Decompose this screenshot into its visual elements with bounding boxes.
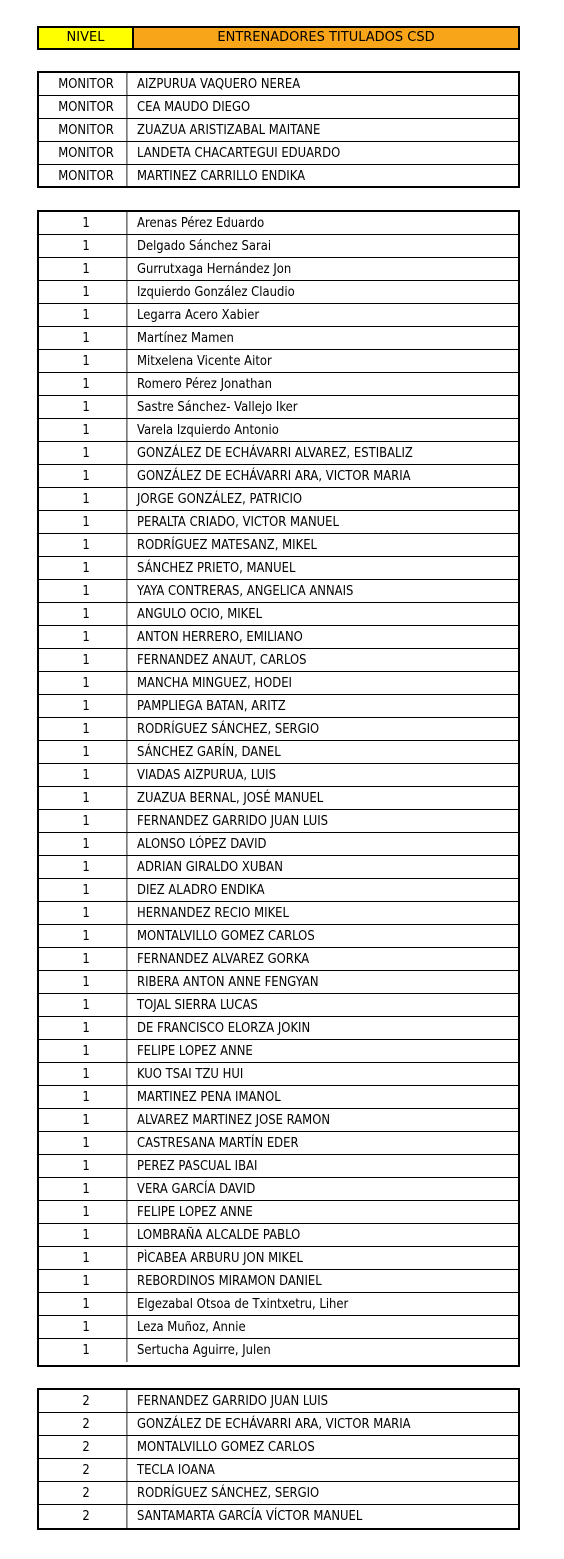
coach-name-cell: [134, 948, 518, 970]
coach-name-cell: [134, 1201, 518, 1223]
coach-name: DIEZ ALADRO ENDIKA: [137, 882, 265, 898]
coach-name-cell: [134, 258, 518, 280]
coach-name: DE FRANCISCO ELORZA JOKIN: [137, 1020, 311, 1036]
level-cell: 2: [46, 1390, 128, 1412]
table-row: [39, 879, 518, 902]
coach-name-cell: [134, 902, 518, 924]
coach-name: VIADAS AIZPURUA, LUIS: [137, 767, 276, 783]
coach-name-cell: [134, 488, 518, 510]
coach-name: ZUAZUA BERNAL, JOSÉ MANUEL: [137, 790, 324, 806]
level-cell: 1: [46, 580, 128, 602]
table-row: [39, 442, 518, 465]
coach-name: Arenas Pérez Eduardo: [137, 215, 265, 231]
coach-name-cell: [134, 833, 518, 855]
level-cell: 1: [46, 1270, 128, 1292]
coach-name: RODRÍGUEZ MATESANZ, MIKEL: [137, 537, 318, 553]
coach-name: SÁNCHEZ PRIETO, MANUEL: [137, 560, 296, 576]
level-cell: 1: [46, 1017, 128, 1039]
coach-name-cell: [134, 73, 518, 95]
coach-name-cell: [134, 925, 518, 947]
coach-name-cell: [134, 1505, 518, 1528]
coach-name-cell: [134, 1132, 518, 1154]
level-cell: 1: [46, 971, 128, 993]
table-row: [39, 119, 518, 142]
table-row: [39, 488, 518, 511]
coach-name-cell: [134, 1413, 518, 1435]
coach-name: ANTON HERRERO, EMILIANO: [137, 629, 303, 645]
coach-name: FELIPE LOPEZ ANNE: [137, 1204, 253, 1220]
coach-name: RODRÍGUEZ SÁNCHEZ, SERGIO: [137, 721, 320, 737]
level-cell: 1: [46, 1247, 128, 1269]
level-column-header: NIVEL: [39, 28, 134, 48]
coach-name: ADRIAN GIRALDO XUBAN: [137, 859, 283, 875]
level-cell: 1: [46, 1293, 128, 1315]
coach-name: CASTRESANA MARTÍN EDER: [137, 1135, 299, 1151]
level2-group-table: [37, 1388, 520, 1530]
table-row: [39, 1293, 518, 1316]
level-cell: 2: [46, 1459, 128, 1481]
table-row: [39, 142, 518, 165]
coach-name: Sertucha Aguirre, Julen: [137, 1342, 271, 1358]
coach-name: LOMBRAÑA ALCALDE PABLO: [137, 1227, 301, 1243]
coach-name: GONZÁLEZ DE ECHÁVARRI ARA, VICTOR MARIA: [137, 468, 411, 484]
level-cell: 1: [46, 856, 128, 878]
level-cell: 1: [46, 235, 128, 257]
coach-name: Sastre Sánchez- Vallejo Iker: [137, 399, 298, 415]
coach-name: Izquierdo González Claudio: [137, 284, 295, 300]
coach-name-cell: [134, 465, 518, 487]
coach-name-cell: [134, 603, 518, 625]
table-row: [39, 1178, 518, 1201]
coach-name: Elgezabal Otsoa de Txintxetru, Liher: [137, 1296, 349, 1312]
coach-name: PÌCABEA ARBURU JON MIKEL: [137, 1250, 303, 1266]
level-cell: 1: [46, 373, 128, 395]
table-row: [39, 1459, 518, 1482]
level-cell: 1: [46, 925, 128, 947]
coach-name: FERNANDEZ ALVAREZ GORKA: [137, 951, 310, 967]
coach-name: CEA MAUDO DIEGO: [137, 99, 251, 115]
coach-name-cell: [134, 396, 518, 418]
table-row: [39, 350, 518, 373]
coach-name: Legarra Acero Xabier: [137, 307, 260, 323]
coach-name: RODRÍGUEZ SÁNCHEZ, SERGIO: [137, 1485, 320, 1501]
coach-name-cell: [134, 580, 518, 602]
coach-name-cell: [134, 557, 518, 579]
level-cell: 1: [46, 1063, 128, 1085]
level-cell: 1: [46, 810, 128, 832]
coach-name: Gurrutxaga Hernández Jon: [137, 261, 292, 277]
table-row: [39, 787, 518, 810]
level-cell: 1: [46, 465, 128, 487]
coach-name-cell: [134, 1436, 518, 1458]
table-row: [39, 948, 518, 971]
level-cell: 1: [46, 695, 128, 717]
coach-name: MARTINEZ PENA IMANOL: [137, 1089, 281, 1105]
coach-name-cell: [134, 96, 518, 118]
level-cell: MONITOR: [46, 73, 128, 95]
coach-name-cell: [134, 212, 518, 234]
level-cell: 1: [46, 626, 128, 648]
coach-name: FELIPE LOPEZ ANNE: [137, 1043, 253, 1059]
coach-name-cell: [134, 1293, 518, 1315]
level-cell: 1: [46, 350, 128, 372]
table-row: [39, 672, 518, 695]
table-row: [39, 96, 518, 119]
level-cell: 1: [46, 1086, 128, 1108]
level-cell: 1: [46, 1155, 128, 1177]
coach-name-cell: [134, 971, 518, 993]
coach-name: KUO TSAI TZU HUI: [137, 1066, 244, 1082]
table-row: [39, 603, 518, 626]
coach-name-cell: [134, 787, 518, 809]
coach-name: LANDETA CHACARTEGUI EDUARDO: [137, 145, 341, 161]
coach-name-cell: [134, 764, 518, 786]
table-row: [39, 764, 518, 787]
table-row: [39, 1109, 518, 1132]
level-cell: 1: [46, 419, 128, 441]
coach-name: Leza Muñoz, Annie: [137, 1319, 246, 1335]
coach-name: ANGULO OCIO, MIKEL: [137, 606, 263, 622]
level-cell: 1: [46, 327, 128, 349]
coach-name-cell: [134, 281, 518, 303]
monitor-group-table: [37, 71, 520, 188]
header-cells: [39, 28, 518, 48]
level-cell: 1: [46, 672, 128, 694]
coach-name: Delgado Sánchez Sarai: [137, 238, 272, 254]
table-row: [39, 396, 518, 419]
table-row: [39, 833, 518, 856]
coach-name: ALONSO LÓPEZ DAVID: [137, 836, 267, 852]
table-row: [39, 1482, 518, 1505]
level-cell: 1: [46, 557, 128, 579]
level-cell: 1: [46, 1201, 128, 1223]
coach-name-cell: [134, 810, 518, 832]
coach-name-cell: [134, 994, 518, 1016]
table-row: [39, 534, 518, 557]
level-cell: 1: [46, 1040, 128, 1062]
table-row: [39, 1017, 518, 1040]
level-cell: MONITOR: [46, 142, 128, 164]
coach-name: AIZPURUA VAQUERO NEREA: [137, 76, 301, 92]
coach-name: FERNANDEZ GARRIDO JUAN LUIS: [137, 813, 329, 829]
table-row: [39, 1505, 518, 1528]
table-row: [39, 373, 518, 396]
coach-name-cell: [134, 165, 518, 188]
level-cell: 1: [46, 442, 128, 464]
table-row: [39, 1270, 518, 1293]
table-row: [39, 511, 518, 534]
table-row: [39, 1132, 518, 1155]
coach-name: Martínez Mamen: [137, 330, 234, 346]
table-row: [39, 281, 518, 304]
coach-name: GONZÁLEZ DE ECHÁVARRI ARA, VICTOR MARIA: [137, 1416, 411, 1432]
coach-name-cell: [134, 1109, 518, 1131]
coach-name: VERA GARCÍA DAVID: [137, 1181, 256, 1197]
coach-name-cell: [134, 1017, 518, 1039]
coach-name-cell: [134, 718, 518, 740]
coach-name-cell: [134, 1316, 518, 1338]
coach-name-cell: [134, 1482, 518, 1504]
level-cell: 1: [46, 649, 128, 671]
level-cell: 1: [46, 833, 128, 855]
level-cell: 1: [46, 258, 128, 280]
table-row: [39, 626, 518, 649]
level-cell: 1: [46, 764, 128, 786]
table-row: [39, 1247, 518, 1270]
coach-name-cell: [134, 879, 518, 901]
header-row: [37, 26, 520, 50]
coach-name-cell: [134, 350, 518, 372]
coach-name: MONTALVILLO GOMEZ CARLOS: [137, 1439, 315, 1455]
coach-name-cell: [134, 1178, 518, 1200]
level-cell: 1: [46, 603, 128, 625]
table-row: [39, 235, 518, 258]
coach-name: ALVAREZ MARTINEZ JOSE RAMON: [137, 1112, 331, 1128]
coach-name-cell: [134, 1459, 518, 1481]
coach-name: TECLA IOANA: [137, 1462, 215, 1478]
coach-name: YAYA CONTRERAS, ANGELICA ANNAIS: [137, 583, 354, 599]
level-cell: 2: [46, 1505, 128, 1528]
coach-name: PERALTA CRIADO, VICTOR MANUEL: [137, 514, 339, 530]
table-row: [39, 1063, 518, 1086]
table-row: [39, 649, 518, 672]
table-title: ENTRENADORES TITULADOS CSD: [217, 30, 435, 45]
coach-name-cell: [134, 442, 518, 464]
table-row: [39, 1390, 518, 1413]
table-row: [39, 695, 518, 718]
table-row: [39, 465, 518, 488]
coach-name: MONTALVILLO GOMEZ CARLOS: [137, 928, 315, 944]
level-cell: 1: [46, 994, 128, 1016]
table-row: [39, 925, 518, 948]
coach-name: HERNANDEZ RECIO MIKEL: [137, 905, 289, 921]
coach-name-cell: [134, 856, 518, 878]
table-row: [39, 1040, 518, 1063]
level-cell: 1: [46, 1339, 128, 1362]
table-row: [39, 1413, 518, 1436]
level-cell: 1: [46, 879, 128, 901]
table-row: [39, 994, 518, 1017]
table-row: [39, 419, 518, 442]
coach-name-cell: [134, 327, 518, 349]
table-row: [39, 1316, 518, 1339]
table-row: [39, 1155, 518, 1178]
coach-name-cell: [134, 511, 518, 533]
level-cell: 2: [46, 1413, 128, 1435]
coach-name: Mitxelena Vicente Aitor: [137, 353, 272, 369]
coach-name-cell: [134, 119, 518, 141]
coach-name: ZUAZUA ARISTIZABAL MAITANE: [137, 122, 321, 138]
table-row: [39, 73, 518, 96]
coach-name-cell: [134, 1155, 518, 1177]
table-row: [39, 304, 518, 327]
level-cell: 1: [46, 534, 128, 556]
table-row: [39, 810, 518, 833]
coach-name: GONZÁLEZ DE ECHÁVARRI ALVAREZ, ESTIBALIZ: [137, 445, 413, 461]
level-cell: 1: [46, 281, 128, 303]
table-row: [39, 1339, 518, 1362]
coach-name-cell: [134, 1339, 518, 1362]
level-cell: 1: [46, 511, 128, 533]
table-row: [39, 258, 518, 281]
level-cell: 1: [46, 1224, 128, 1246]
coach-name-cell: [134, 672, 518, 694]
coach-name-cell: [134, 649, 518, 671]
coach-name-cell: [134, 142, 518, 164]
coach-name: MANCHA MINGUEZ, HODEI: [137, 675, 292, 691]
coach-name: PEREZ PASCUAL IBAI: [137, 1158, 258, 1174]
coach-name: SÁNCHEZ GARÍN, DANEL: [137, 744, 281, 760]
level-cell: 1: [46, 212, 128, 234]
level-cell: 1: [46, 787, 128, 809]
table-row: [39, 741, 518, 764]
coach-name-cell: [134, 373, 518, 395]
level-cell: 1: [46, 902, 128, 924]
table-row: [39, 718, 518, 741]
coach-name: MARTINEZ CARRILLO ENDIKA: [137, 168, 306, 184]
level-cell: 1: [46, 741, 128, 763]
level-cell: 1: [46, 718, 128, 740]
coach-name: RIBERA ANTON ANNE FENGYAN: [137, 974, 319, 990]
table-row: [39, 1086, 518, 1109]
level-cell: 1: [46, 488, 128, 510]
coach-name: SANTAMARTA GARCÍA VÍCTOR MANUEL: [137, 1508, 363, 1524]
table-row: [39, 327, 518, 350]
table-row: [39, 1201, 518, 1224]
level-cell: 1: [46, 948, 128, 970]
level-cell: 1: [46, 1178, 128, 1200]
coach-name-cell: [134, 741, 518, 763]
table-row: [39, 165, 518, 188]
coach-name-cell: [134, 695, 518, 717]
coach-name-cell: [134, 235, 518, 257]
level-cell: MONITOR: [46, 165, 128, 188]
coach-name-cell: [134, 626, 518, 648]
level-cell: 2: [46, 1482, 128, 1504]
coach-name-cell: [134, 1270, 518, 1292]
coach-name-cell: [134, 534, 518, 556]
coach-name-cell: [134, 1224, 518, 1246]
table-row: [39, 902, 518, 925]
coach-name: Romero Pérez Jonathan: [137, 376, 272, 392]
level1-group-table: [37, 210, 520, 1367]
coach-name-cell: [134, 1040, 518, 1062]
table-row: [39, 1436, 518, 1459]
coach-name-cell: [134, 419, 518, 441]
coach-name-cell: [134, 304, 518, 326]
coach-name: Varela Izquierdo Antonio: [137, 422, 279, 438]
level-cell: MONITOR: [46, 119, 128, 141]
coach-name-cell: [134, 1063, 518, 1085]
level-cell: 1: [46, 1109, 128, 1131]
coach-name: FERNANDEZ GARRIDO JUAN LUIS: [137, 1393, 329, 1409]
coach-name: FERNANDEZ ANAUT, CARLOS: [137, 652, 307, 668]
coach-name: JORGE GONZÁLEZ, PATRICIO: [137, 491, 303, 507]
table-row: [39, 212, 518, 235]
table-row: [39, 856, 518, 879]
coach-name: TOJAL SIERRA LUCAS: [137, 997, 258, 1013]
coach-name-cell: [134, 1247, 518, 1269]
level-cell: 1: [46, 1316, 128, 1338]
level-cell: MONITOR: [46, 96, 128, 118]
table-row: [39, 1224, 518, 1247]
coach-name-cell: [134, 1086, 518, 1108]
level-cell: 1: [46, 1132, 128, 1154]
coach-name-cell: [134, 1390, 518, 1412]
table-row: [39, 971, 518, 994]
level-cell: 2: [46, 1436, 128, 1458]
level-cell: 1: [46, 304, 128, 326]
table-row: [39, 557, 518, 580]
coach-name: REBORDINOS MIRAMON DANIEL: [137, 1273, 322, 1289]
level-cell: 1: [46, 396, 128, 418]
coach-name: PAMPLIEGA BATAN, ARITZ: [137, 698, 286, 714]
table-row: [39, 580, 518, 603]
